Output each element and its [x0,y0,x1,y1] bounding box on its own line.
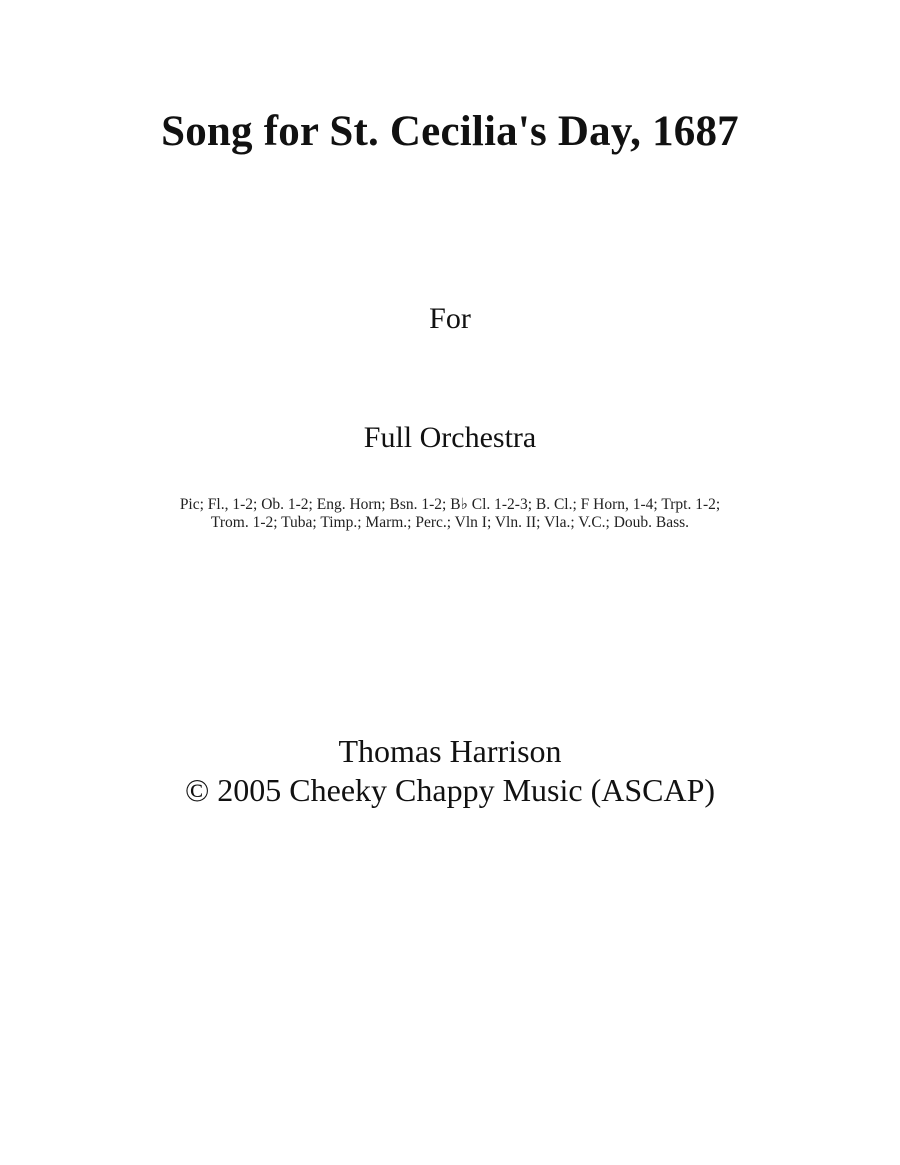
instrumentation-line-1: Pic; Fl., 1-2; Ob. 1-2; Eng. Horn; Bsn. 1-2; B♭ Cl. 1-2-3; B. Cl.; F Horn, 1-4; Trpt. 1-2; [179,496,721,513]
for-label: For [429,302,471,335]
instrumentation-line-2: Trom. 1-2; Tuba; Timp.; Marm.; Perc.; Vln I; Vln. II; Vla.; V.C.; Doub. Bass. [210,514,690,531]
ensemble-label: Full Orchestra [363,421,537,454]
copyright-notice: © 2005 Cheeky Chappy Music (ASCAP) [184,772,716,808]
composer-name: Thomas Harrison [338,733,562,769]
piece-title: Song for St. Cecilia's Day, 1687 [161,108,739,155]
